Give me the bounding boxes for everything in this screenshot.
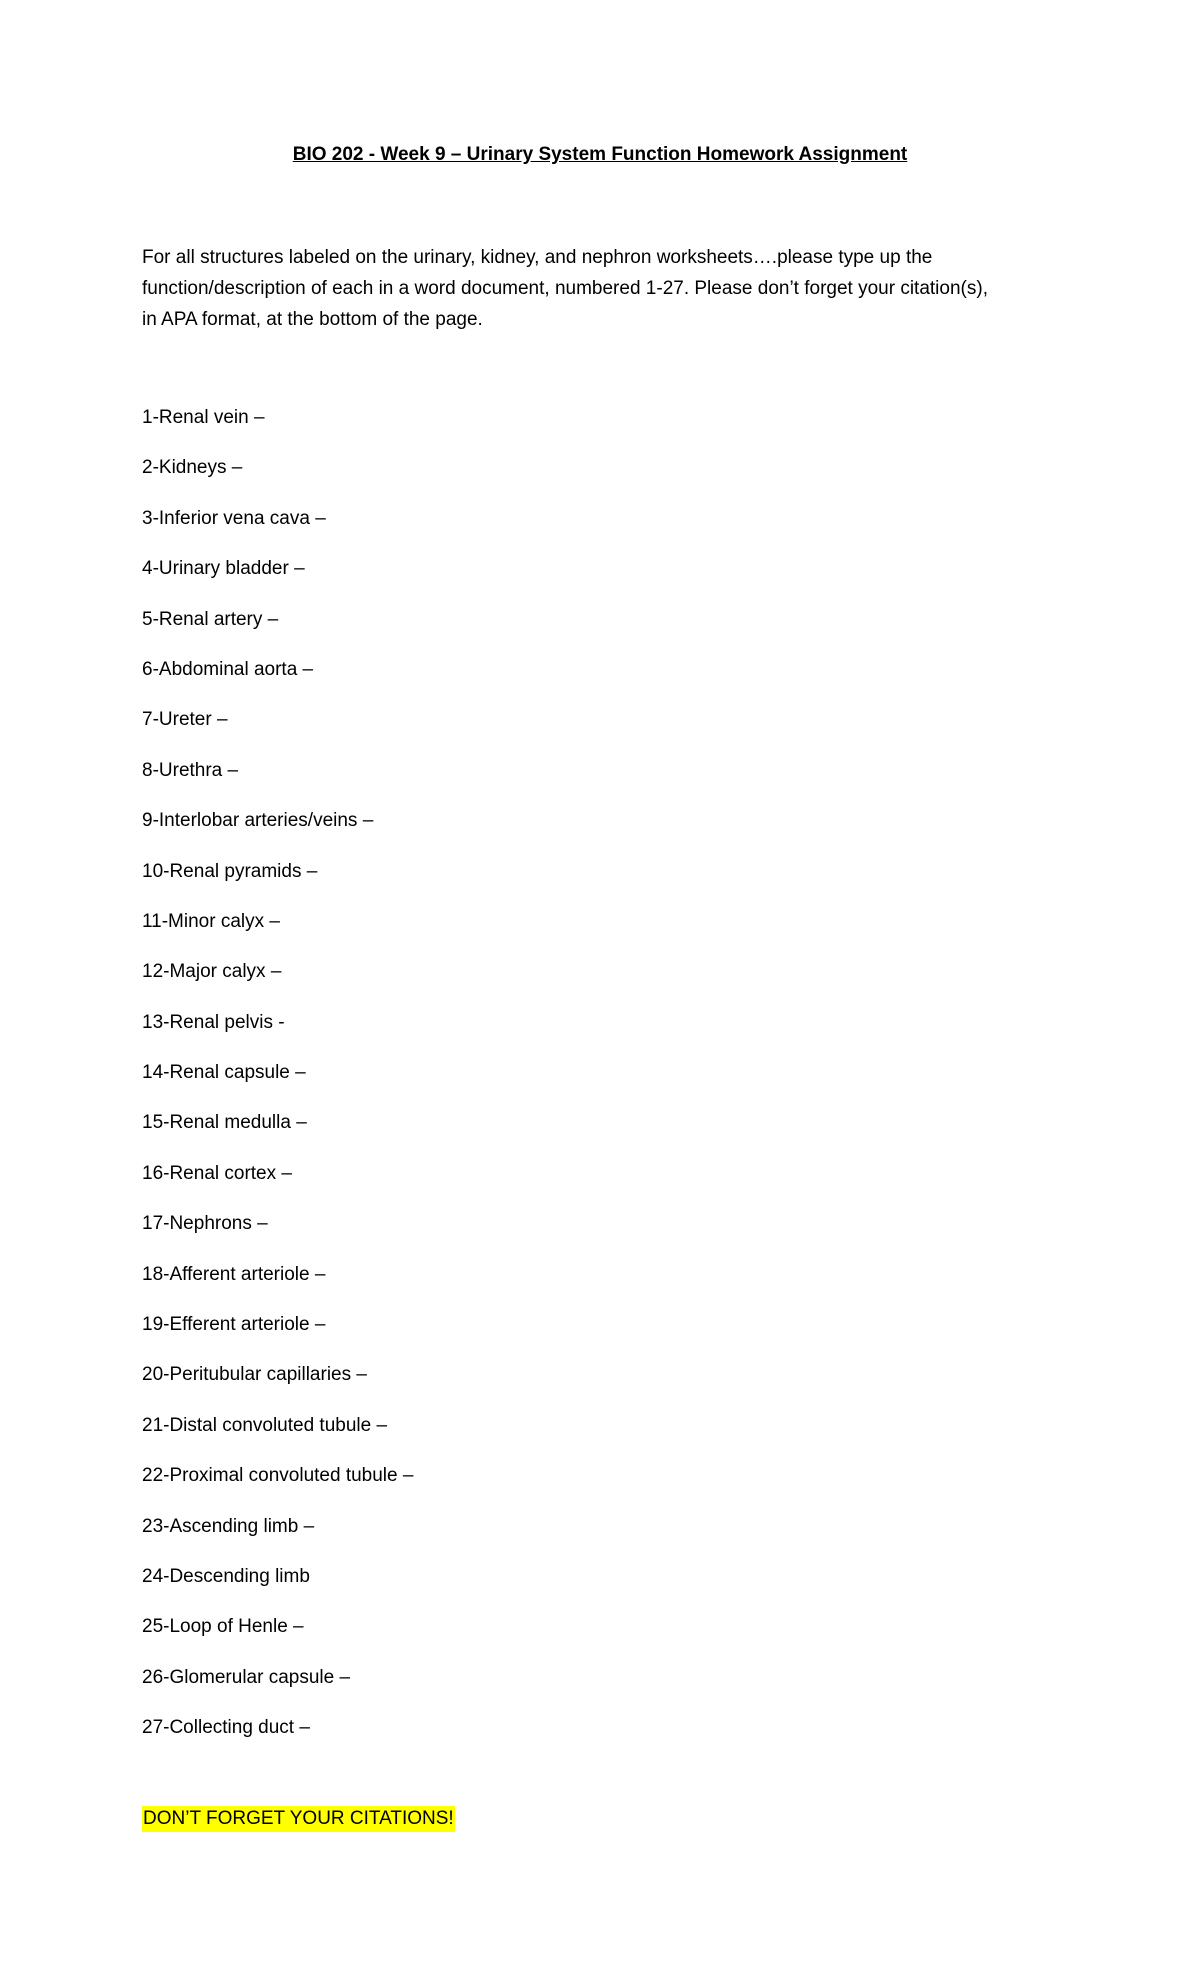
intro-paragraph [142,242,1062,335]
list-item: 19-Efferent arteriole – [142,1314,326,1336]
intro-line: in APA format, at the bottom of the page. [142,309,483,330]
list-item: 12-Major calyx – [142,961,282,983]
list-item: 23-Ascending limb – [142,1515,315,1537]
list-item: 4-Urinary bladder – [142,558,305,580]
list-item: 6-Abdominal aorta – [142,658,314,680]
list-item: 3-Inferior vena cava – [142,507,326,529]
list-item: 8-Urethra – [142,759,239,781]
list-item: 2-Kidneys – [142,457,243,479]
structure-list [142,402,413,1763]
intro-line: function/description of each in a word document, numbered 1-27. Please don’t forget your citation(s), [142,278,988,299]
list-item: 9-Interlobar arteries/veins – [142,810,374,832]
citation-reminder: DON’T FORGET YOUR CITATIONS! [142,1806,455,1832]
list-item: 15-Renal medulla – [142,1112,307,1134]
list-item: 14-Renal capsule – [142,1062,306,1084]
list-item: 17-Nephrons – [142,1213,268,1235]
list-item: 10-Renal pyramids – [142,860,318,882]
intro-line: For all structures labeled on the urinary, kidney, and nephron worksheets….please type up the [142,247,933,268]
list-item: 11-Minor calyx – [142,910,280,932]
list-item: 16-Renal cortex – [142,1162,292,1184]
list-item: 1-Renal vein – [142,407,265,428]
list-item: 22-Proximal convoluted tubule – [142,1465,414,1487]
list-item: 5-Renal artery – [142,608,279,630]
list-item: 25-Loop of Henle – [142,1616,304,1638]
list-item: 20-Peritubular capillaries – [142,1364,367,1386]
document-title: BIO 202 - Week 9 – Urinary System Function Homework Assignment [292,144,908,165]
list-item: 26-Glomerular capsule – [142,1666,351,1688]
list-item: 21-Distal convoluted tubule – [142,1414,388,1436]
list-item: 13-Renal pelvis - [142,1011,285,1033]
list-item: 7-Ureter – [142,709,228,731]
list-item: 27-Collecting duct – [142,1717,310,1739]
list-item: 18-Afferent arteriole – [142,1263,326,1285]
list-item: 24-Descending limb [142,1565,310,1587]
